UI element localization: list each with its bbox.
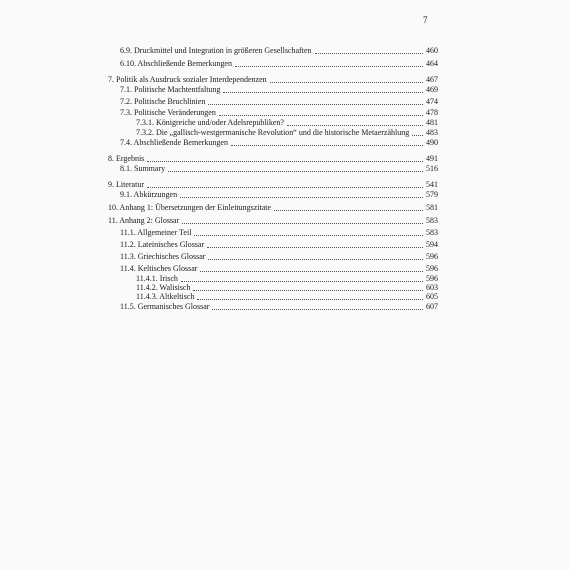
toc-entry-page: 464 xyxy=(426,59,438,68)
toc-entry-label: 11.2. Lateinisches Glossar xyxy=(120,240,205,249)
toc-entry xyxy=(108,75,438,85)
toc-leader-dots xyxy=(168,171,423,172)
toc-entry xyxy=(120,240,438,250)
toc-entry-label: 11.3. Griechisches Glossar xyxy=(120,252,206,261)
toc-entry-page: 603 xyxy=(426,283,438,292)
toc-leader-dots xyxy=(270,82,423,83)
toc-entry-label: 7. Politik als Ausdruck sozialer Interdependenzen xyxy=(108,75,267,84)
toc-entry-page: 607 xyxy=(426,302,438,311)
toc-entry xyxy=(108,154,438,164)
toc-entry-label: 7.2. Politische Bruchlinien xyxy=(120,97,206,106)
toc-leader-dots xyxy=(412,135,423,136)
toc-entry-label: 6.9. Druckmittel und Integration in größeren Gesellschaften xyxy=(120,46,312,55)
toc-entry-label: 11.4. Keltisches Glossar xyxy=(120,264,198,273)
toc-leader-dots xyxy=(194,235,423,236)
toc-entry-label: 7.4. Abschließende Bemerkungen xyxy=(120,138,228,147)
toc-entry-label: 11.5. Germanisches Glossar xyxy=(120,302,210,311)
toc-leader-dots xyxy=(208,104,423,105)
toc-entry xyxy=(108,216,438,226)
toc-entry-page: 478 xyxy=(426,108,438,117)
toc-leader-dots xyxy=(207,247,423,248)
toc-entry-page: 483 xyxy=(426,128,438,137)
toc-leader-dots xyxy=(212,309,423,310)
toc-entry-label: 8.1. Summary xyxy=(120,164,166,173)
toc-leader-dots xyxy=(315,53,424,54)
toc-entry-page: 481 xyxy=(426,118,438,127)
toc-entry-label: 11.4.1. Irisch xyxy=(136,274,178,283)
toc-entry-page: 490 xyxy=(426,138,438,147)
toc-entry-page: 579 xyxy=(426,190,438,199)
toc-leader-dots xyxy=(231,145,423,146)
toc-entry-label: 11.4.2. Walisisch xyxy=(136,283,191,292)
toc-entry-page: 469 xyxy=(426,85,438,94)
toc-entry-page: 596 xyxy=(426,252,438,261)
toc-entry xyxy=(120,302,438,312)
toc-entry-page: 596 xyxy=(426,274,438,283)
toc-entry xyxy=(120,228,438,238)
toc-leader-dots xyxy=(223,92,423,93)
toc-entry xyxy=(120,164,438,174)
toc-entry-label: 7.3. Politische Veränderungen xyxy=(120,108,216,117)
toc-entry-page: 583 xyxy=(426,216,438,225)
toc-entry-page: 583 xyxy=(426,228,438,237)
toc-entry-page: 594 xyxy=(426,240,438,249)
toc-leader-dots xyxy=(193,290,423,291)
toc-leader-dots xyxy=(200,271,423,272)
toc-leader-dots xyxy=(287,125,423,126)
toc-entry xyxy=(120,138,438,148)
toc-entry xyxy=(108,180,438,190)
page-number: 7 xyxy=(423,15,428,25)
toc-entry-page: 474 xyxy=(426,97,438,106)
toc-entry-page: 491 xyxy=(426,154,438,163)
toc-entry xyxy=(136,118,438,128)
toc-entry xyxy=(120,97,438,107)
toc-entry-label: 7.3.2. Die „gallisch-westgermanische Revolution“ und die historische Metaerzählung xyxy=(136,128,410,137)
toc-leader-dots xyxy=(147,161,423,162)
toc-entry-page: 460 xyxy=(426,46,438,55)
toc-entry-label: 6.10. Abschließende Bemerkungen xyxy=(120,59,232,68)
toc-entry-label: 11. Anhang 2: Glossar xyxy=(108,216,180,225)
toc-entry-label: 8. Ergebnis xyxy=(108,154,145,163)
toc-entry xyxy=(120,85,438,95)
toc-entry-label: 9.1. Abkürzungen xyxy=(120,190,178,199)
toc-entry-page: 467 xyxy=(426,75,438,84)
toc-entry-label: 11.4.3. Altkeltisch xyxy=(136,292,195,301)
toc-entry xyxy=(108,203,438,213)
toc-entry-page: 605 xyxy=(426,292,438,301)
toc-entry-label: 7.1. Politische Machtentfaltung xyxy=(120,85,221,94)
toc-leader-dots xyxy=(208,259,423,260)
toc-entry-label: 9. Literatur xyxy=(108,180,144,189)
toc-entry-page: 516 xyxy=(426,164,438,173)
toc-entry-label: 7.3.1. Königreiche und/oder Adelsrepubliken? xyxy=(136,118,284,127)
toc-entry xyxy=(120,252,438,262)
toc-leader-dots xyxy=(219,115,423,116)
toc-leader-dots xyxy=(182,223,423,224)
toc-leader-dots xyxy=(181,281,423,282)
toc-entry xyxy=(120,108,438,118)
toc-leader-dots xyxy=(147,187,423,188)
toc-entry-label: 11.1. Allgemeiner Teil xyxy=(120,228,192,237)
toc-entry xyxy=(120,264,438,274)
toc-leader-dots xyxy=(235,66,423,67)
toc-entry xyxy=(136,128,438,138)
toc-entry-page: 581 xyxy=(426,203,438,212)
toc-leader-dots xyxy=(274,210,423,211)
toc-leader-dots xyxy=(180,197,423,198)
toc-entry xyxy=(120,190,438,200)
toc-entry-label: 10. Anhang 1: Übersetzungen der Einleitungszitate xyxy=(108,203,272,212)
toc-leader-dots xyxy=(197,299,423,300)
toc-entry xyxy=(120,59,438,69)
toc-entry xyxy=(120,46,438,56)
toc-entry-page: 596 xyxy=(426,264,438,273)
toc-entry-page: 541 xyxy=(426,180,438,189)
toc-entry xyxy=(136,292,438,302)
